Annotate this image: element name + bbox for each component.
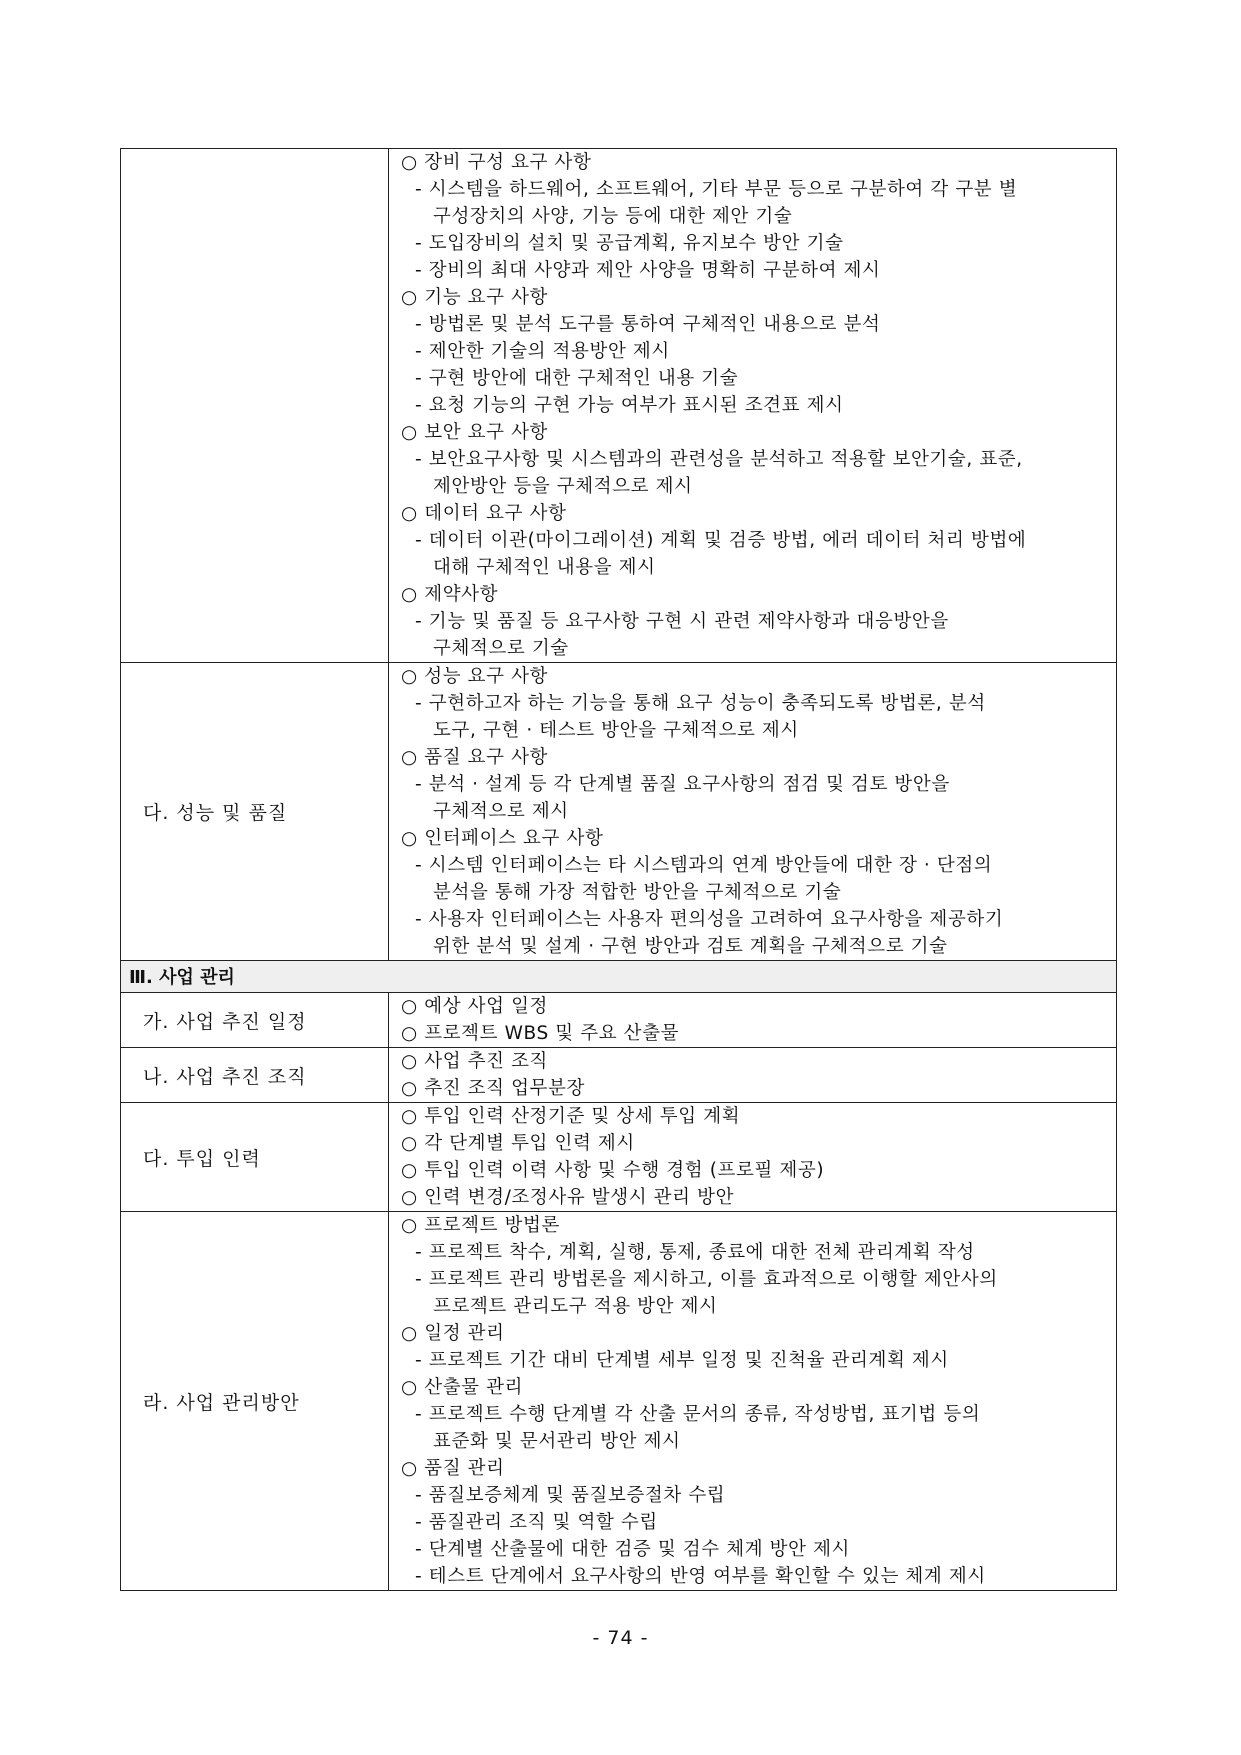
row-content bbox=[389, 1212, 1117, 1591]
item-detail-line: 대해 구체적인 내용을 제시 bbox=[433, 557, 656, 578]
item-detail-line: - 제안한 기술의 적용방안 제시 bbox=[415, 341, 670, 362]
item-heading: ○ 제약사항 bbox=[401, 584, 499, 605]
item-detail-line: 구체적으로 기술 bbox=[433, 638, 569, 659]
table-row bbox=[121, 1048, 1117, 1103]
item-detail-line: - 품질보증체계 및 품질보증절차 수립 bbox=[415, 1485, 726, 1506]
section-title: Ⅲ. 사업 관리 bbox=[121, 961, 1117, 993]
item-detail-line: 프로젝트 관리도구 적용 방안 제시 bbox=[433, 1296, 718, 1317]
item-heading: ○ 투입 인력 산정기준 및 상세 투입 계획 bbox=[401, 1106, 741, 1127]
item-heading: ○ 품질 요구 사항 bbox=[401, 747, 549, 768]
table-row bbox=[121, 663, 1117, 961]
item-detail-line: 분석을 통해 가장 적합한 방안을 구체적으로 기술 bbox=[433, 882, 842, 903]
table-row bbox=[121, 993, 1117, 1048]
item-heading: ○ 예상 사업 일정 bbox=[401, 996, 549, 1017]
item-heading: ○ 산출물 관리 bbox=[401, 1377, 524, 1398]
item-heading: ○ 각 단계별 투입 인력 제시 bbox=[401, 1133, 635, 1154]
item-heading: ○ 사업 추진 조직 bbox=[401, 1051, 549, 1072]
item-heading: ○ 인력 변경/조정사유 발생시 관리 방안 bbox=[401, 1187, 735, 1208]
item-detail-line: - 프로젝트 관리 방법론을 제시하고, 이를 효과적으로 이행할 제안사의 bbox=[415, 1269, 998, 1290]
item-detail-line: - 프로젝트 기간 대비 단계별 세부 일정 및 진척율 관리계획 제시 bbox=[415, 1350, 949, 1371]
row-content bbox=[389, 1103, 1117, 1212]
item-heading: ○ 데이터 요구 사항 bbox=[401, 503, 567, 524]
item-detail-line: 도구, 구현 · 테스트 방안을 구체적으로 제시 bbox=[433, 720, 799, 741]
item-heading: ○ 일정 관리 bbox=[401, 1323, 505, 1344]
row-label: 다. 성능 및 품질 bbox=[121, 663, 389, 961]
item-heading: ○ 추진 조직 업무분장 bbox=[401, 1078, 585, 1099]
item-detail-line: - 구현하고자 하는 기능을 통해 요구 성능이 충족되도록 방법론, 분석 bbox=[415, 693, 986, 714]
table-row bbox=[121, 1103, 1117, 1212]
row-label: 가. 사업 추진 일정 bbox=[121, 993, 389, 1048]
row-content bbox=[389, 1048, 1117, 1103]
item-detail-line: 구성장치의 사양, 기능 등에 대한 제안 기술 bbox=[433, 206, 793, 227]
item-heading: ○ 성능 요구 사항 bbox=[401, 666, 549, 687]
section-header-row bbox=[121, 961, 1117, 993]
item-heading: ○ 품질 관리 bbox=[401, 1458, 505, 1479]
item-detail-line: 제안방안 등을 구체적으로 제시 bbox=[433, 476, 693, 497]
item-detail-line: - 데이터 이관(마이그레이션) 계획 및 검증 방법, 에러 데이터 처리 방법에 bbox=[415, 530, 1027, 551]
item-detail-line: - 구현 방안에 대한 구체적인 내용 기술 bbox=[415, 368, 739, 389]
row-content bbox=[389, 993, 1117, 1048]
table-row bbox=[121, 1212, 1117, 1591]
table-body bbox=[121, 149, 1117, 1591]
table-row bbox=[121, 149, 1117, 663]
row-content bbox=[389, 663, 1117, 961]
requirements-table bbox=[120, 148, 1117, 1591]
item-detail-line: - 시스템 인터페이스는 타 시스템과의 연계 방안들에 대한 장 · 단점의 bbox=[415, 855, 993, 876]
item-heading: ○ 보안 요구 사항 bbox=[401, 422, 549, 443]
item-heading: ○ 장비 구성 요구 사항 bbox=[401, 152, 592, 173]
item-detail-line: - 품질관리 조직 및 역할 수립 bbox=[415, 1512, 658, 1533]
item-heading: ○ 프로젝트 WBS 및 주요 산출물 bbox=[401, 1023, 680, 1044]
item-detail-line: - 시스템을 하드웨어, 소프트웨어, 기타 부문 등으로 구분하여 각 구분 별 bbox=[415, 179, 1018, 200]
row-label: 다. 투입 인력 bbox=[121, 1103, 389, 1212]
item-detail-line: - 보안요구사항 및 시스템과의 관련성을 분석하고 적용할 보안기술, 표준, bbox=[415, 449, 1023, 470]
item-detail-line: - 도입장비의 설치 및 공급계획, 유지보수 방안 기술 bbox=[415, 233, 844, 254]
item-detail-line: - 프로젝트 수행 단계별 각 산출 문서의 종류, 작성방법, 표기법 등의 bbox=[415, 1404, 981, 1425]
row-label: 나. 사업 추진 조직 bbox=[121, 1048, 389, 1103]
item-detail-line: - 장비의 최대 사양과 제안 사양을 명확히 구분하여 제시 bbox=[415, 260, 881, 281]
row-content bbox=[389, 149, 1117, 663]
row-label: 라. 사업 관리방안 bbox=[121, 1212, 389, 1591]
item-detail-line: - 분석 · 설계 등 각 단계별 품질 요구사항의 점검 및 검토 방안을 bbox=[415, 774, 950, 795]
row-label bbox=[121, 149, 389, 663]
item-detail-line: 위한 분석 및 설계 · 구현 방안과 검토 계획을 구체적으로 기술 bbox=[433, 936, 948, 957]
item-detail-line: - 기능 및 품질 등 요구사항 구현 시 관련 제약사항과 대응방안을 bbox=[415, 611, 949, 632]
item-detail-line: - 요청 기능의 구현 가능 여부가 표시된 조견표 제시 bbox=[415, 395, 844, 416]
item-detail-line: - 방법론 및 분석 도구를 통하여 구체적인 내용으로 분석 bbox=[415, 314, 881, 335]
item-heading: ○ 인터페이스 요구 사항 bbox=[401, 828, 604, 849]
item-heading: ○ 투입 인력 이력 사항 및 수행 경험 (프로필 제공) bbox=[401, 1160, 825, 1181]
item-heading: ○ 기능 요구 사항 bbox=[401, 287, 549, 308]
item-detail-line: - 사용자 인터페이스는 사용자 편의성을 고려하여 요구사항을 제공하기 bbox=[415, 909, 1004, 930]
item-heading: ○ 프로젝트 방법론 bbox=[401, 1215, 561, 1236]
item-detail-line: - 테스트 단계에서 요구사항의 반영 여부를 확인할 수 있는 체계 제시 bbox=[415, 1566, 986, 1587]
item-detail-line: 구체적으로 제시 bbox=[433, 801, 569, 822]
page-number: - 74 - bbox=[592, 1627, 649, 1649]
item-detail-line: - 프로젝트 착수, 계획, 실행, 통제, 종료에 대한 전체 관리계획 작성 bbox=[415, 1242, 975, 1263]
item-detail-line: 표준화 및 문서관리 방안 제시 bbox=[433, 1431, 681, 1452]
item-detail-line: - 단계별 산출물에 대한 검증 및 검수 체계 방안 제시 bbox=[415, 1539, 851, 1560]
